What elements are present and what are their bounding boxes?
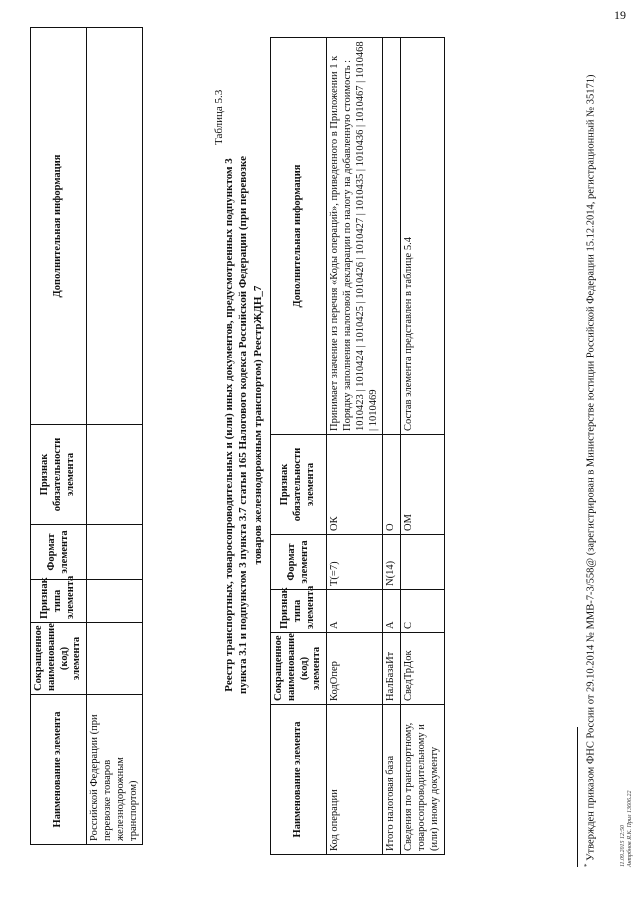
header-format: Формат элемента — [271, 535, 327, 590]
header-type: Признак типа элемента — [31, 580, 87, 623]
table-row — [401, 38, 444, 855]
table-row — [383, 38, 401, 855]
cell-format — [401, 535, 444, 590]
cell-format: Т(=7) — [327, 535, 383, 590]
cell-code: НалБазаИт — [383, 633, 401, 705]
footnote — [582, 37, 599, 867]
cell-info — [87, 28, 143, 425]
header-type: Признак типа элемента — [271, 590, 327, 633]
cell-required: ОК — [327, 435, 383, 535]
cell-required — [87, 425, 143, 525]
cell-required: О — [383, 435, 401, 535]
footnote-text: Утвержден приказом ФНС России от 29.10.2014 № ММВ-7-3/558@ (зарегистрирован в Министерстве юстиции Российской Федерации 15.12.2014, регистрационный № 35171) — [585, 74, 597, 861]
stamp-line: Антрбнов Я.К. Прил 13606.22 — [627, 790, 634, 867]
header-required: Признак обязательности элемента — [271, 435, 327, 535]
registry-table — [270, 37, 445, 855]
header-required: Признак обязательности элемента — [31, 425, 87, 525]
cell-type: А — [383, 590, 401, 633]
cell-format: N(14) — [383, 535, 401, 590]
cell-code: КодОпер — [327, 633, 383, 705]
cell-name: Код операции — [327, 705, 383, 855]
cell-info — [383, 38, 401, 435]
cell-name: Итого налоговая база — [383, 705, 401, 855]
table-label: Таблица 5.3 — [213, 89, 225, 145]
cell-info: Принимает значение из перечня «Коды операций», приведенного в Приложении 1 к Порядку заполнения налоговой декларации по налогу на добавленную стоимость : 1010423 | 1010424 | 1010425 | 1010426 | 1010427 | 1010435 | 1010436 | 1010467 | 1010468 | 1010469 — [327, 38, 383, 435]
cell-code — [87, 623, 143, 695]
table-row — [327, 38, 383, 855]
footnote-rule — [577, 727, 578, 867]
cell-required: ОМ — [401, 435, 444, 535]
page-number: 19 — [614, 8, 626, 22]
cell-format — [87, 525, 143, 580]
cell-name: Российской Федерации (при перевозке товаров железнодорожным транспортом) — [87, 695, 143, 845]
cell-code: СведТрДок — [401, 633, 444, 705]
table-header-row — [31, 28, 87, 845]
table-row — [87, 28, 143, 845]
header-info: Дополнительная информация — [31, 28, 87, 425]
cell-type: С — [401, 590, 444, 633]
header-code: Сокращенное наименование (код) элемента — [271, 633, 327, 705]
header-code: Сокращенное наименование (код) элемента — [31, 623, 87, 695]
cell-type: А — [327, 590, 383, 633]
document-stamp — [620, 791, 634, 867]
header-name: Наименование элемента — [31, 695, 87, 845]
stamp-line: 11.09.2015 12:50 — [620, 824, 626, 867]
cell-type — [87, 580, 143, 623]
header-name: Наименование элемента — [271, 705, 327, 855]
table-title: Реестр транспортных, товаросопроводительных и (или) иных документов, предусмотренных подпунктом 3 пункта 3.1 и подпунктом 3 пункта 3.7 статьи 165 Налогового кодекса Российской Федерации (при перевозке товаров железнодорожным транспортом) РеестрЖДН_7 — [223, 156, 264, 695]
cell-name: Сведения по транспортному, товаросопроводительному и (или) иному документу — [401, 705, 444, 855]
continued-table — [30, 27, 143, 845]
header-info: Дополнительная информация — [271, 38, 327, 435]
header-format: Формат элемента — [31, 525, 87, 580]
table-header-row — [271, 38, 327, 855]
cell-info: Состав элемента представлен в таблице 5.4 — [401, 38, 444, 435]
footnote-mark: * — [583, 863, 591, 867]
